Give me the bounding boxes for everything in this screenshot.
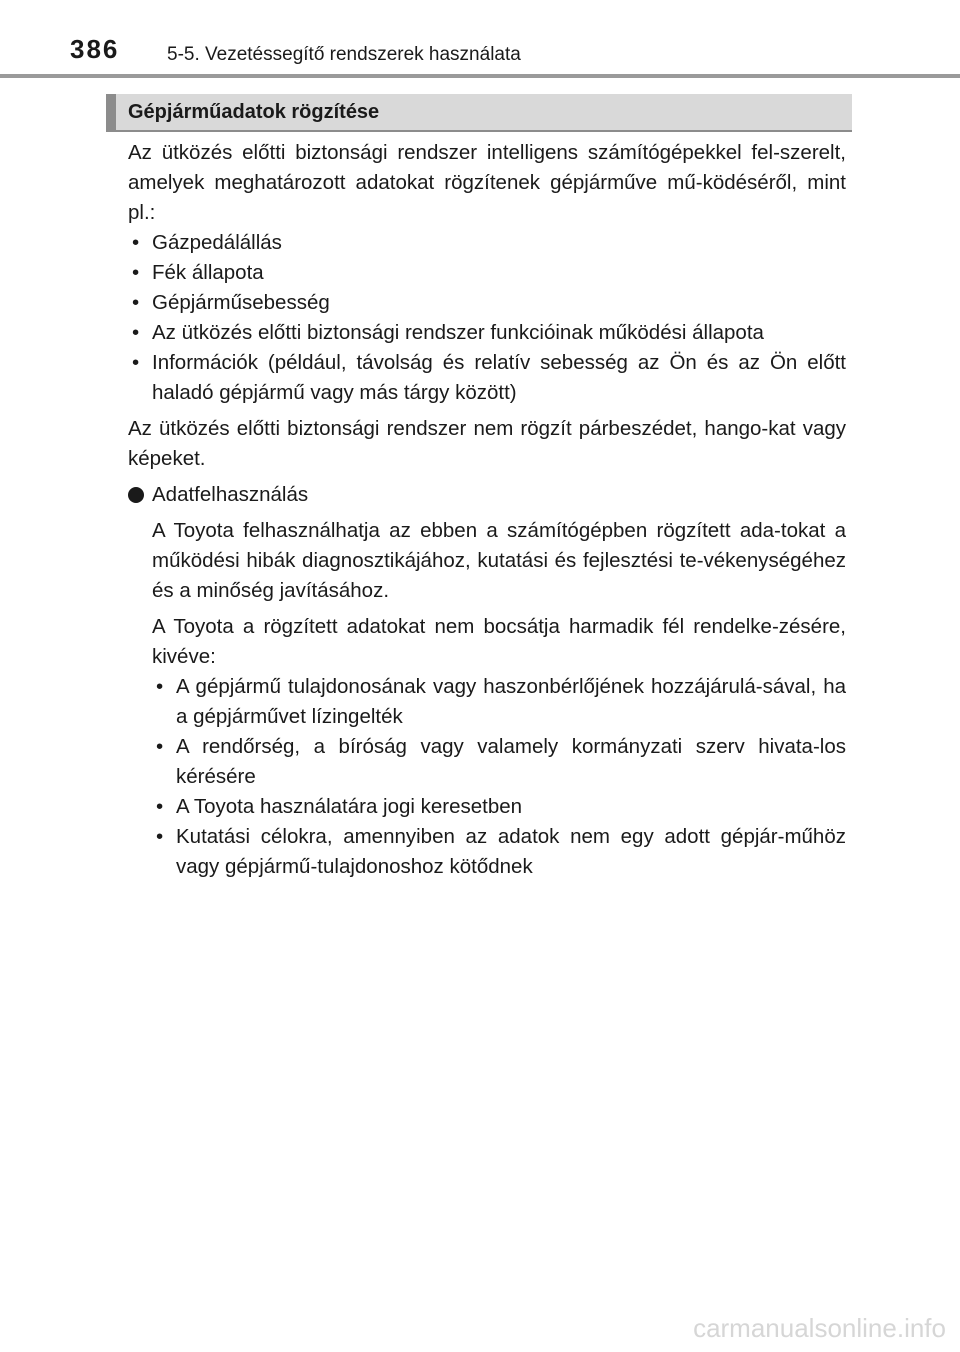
list-item	[128, 348, 846, 408]
bullet-icon: •	[156, 825, 164, 848]
list-item-text: Információk (például, távolság és relatív sebesség az Ön és az Ön előtt haladó gépjármű vagy más tárgy között)	[152, 351, 846, 404]
data-usage-title: Adatfelhasználás	[152, 483, 309, 506]
list-item-text: A Toyota használatára jogi keresetben	[176, 795, 523, 818]
header-divider	[0, 74, 960, 78]
bullet-icon: •	[132, 291, 140, 314]
bullet-icon: •	[156, 795, 164, 818]
intro-paragraph: Az ütközés előtti biztonsági rendszer intelligens számítógépekkel fel-szerelt, amelyek meghatározott adatokat rögzítenek gépjárműve mű-ködéséről, mint pl.:	[128, 141, 846, 224]
list-item-text: Az ütközés előtti biztonsági rendszer funkcióinak működési állapota	[152, 321, 764, 344]
list-item	[128, 258, 846, 288]
bullet-icon: •	[156, 675, 164, 698]
list-item-text: Kutatási célokra, amennyiben az adatok nem egy adott gépjár-műhöz vagy gépjármű-tulajdonoshoz kötődnek	[176, 825, 846, 878]
running-header: 5-5. Vezetéssegítő rendszerek használata	[167, 44, 521, 65]
list-item	[128, 228, 846, 258]
data-usage-paragraph-2: A Toyota a rögzített adatokat nem bocsátja harmadik fél rendelke-zésére, kivéve:	[152, 615, 846, 668]
list-item-text: Fék állapota	[152, 261, 264, 284]
recorded-data-list	[128, 228, 846, 408]
list-item	[152, 822, 846, 882]
list-item-text: Gépjárműsebesség	[152, 291, 330, 314]
filled-circle-icon	[128, 487, 144, 503]
list-item	[152, 732, 846, 792]
watermark: carmanualsonline.info	[693, 1313, 946, 1343]
list-item-text: A gépjármű tulajdonosának vagy haszonbérlőjének hozzájárulá-sával, ha a gépjárművet lízingelték	[176, 675, 846, 728]
list-item	[128, 318, 846, 348]
note-paragraph: Az ütközés előtti biztonsági rendszer nem rögzít párbeszédet, hango-kat vagy képeket.	[128, 417, 846, 470]
data-usage-heading	[128, 480, 846, 510]
list-item	[152, 672, 846, 732]
bullet-icon: •	[132, 261, 140, 284]
section-heading-box	[106, 94, 852, 132]
data-usage-paragraph-1: A Toyota felhasználhatja az ebben a számítógépben rögzített ada-tokat a működési hibák diagnosztikájához, kutatási és fejlesztési te-vékenységéhez és a minőség javításához.	[152, 519, 846, 602]
page-number: 386	[70, 34, 120, 64]
bullet-icon: •	[132, 321, 140, 344]
section-heading: Gépjárműadatok rögzítése	[128, 101, 380, 123]
page-content	[128, 138, 846, 882]
bullet-icon: •	[132, 351, 140, 374]
list-item-text: Gázpedálállás	[152, 231, 282, 254]
disclosure-exceptions-list	[152, 672, 846, 882]
bullet-icon: •	[156, 735, 164, 758]
bullet-icon: •	[132, 231, 140, 254]
list-item	[152, 792, 846, 822]
list-item	[128, 288, 846, 318]
list-item-text: A rendőrség, a bíróság vagy valamely kormányzati szerv hivata-los kérésére	[176, 735, 846, 788]
data-usage-body	[128, 516, 846, 882]
